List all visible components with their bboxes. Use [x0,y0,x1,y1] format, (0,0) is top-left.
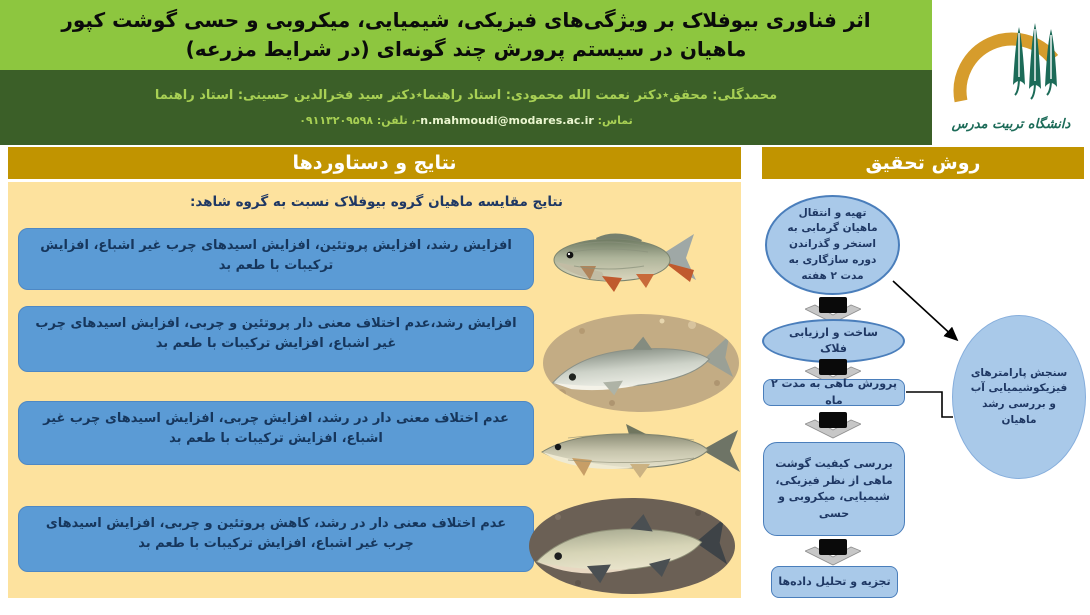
tarbiat-modares-logo-icon [947,15,1075,123]
methods-section-header: روش تحقیق [762,147,1084,179]
contact-label: تماس: [593,114,633,128]
silver-carp-image [542,313,740,417]
results-panel [8,182,741,598]
flow-step-4: بررسی کیفیت گوشت ماهی از نظر فیزیکی، شیمیایی، میکروبی و حسی [763,442,905,536]
flow-step-3: پرورش ماهی به مدت ۲ ماه [763,379,905,406]
grass-carp-image [534,420,746,486]
down-arrow-icon [805,412,861,440]
flow-step-2: ساخت و ارزیابی فلاک [762,319,905,363]
university-logo [932,0,1090,147]
results-intro-text: نتایج مقایسه ماهیان گروه بیوفلاک نسبت به گروه شاهد: [189,194,563,210]
contact-line [299,114,633,127]
authors-band [0,70,932,145]
authors-line: محمدگلی: محقق٭دکتر نعمت الله محمودی: استاد راهنما٭دکتر سید فخرالدین حسینی: استاد راهنما [154,87,778,103]
result-item-3: عدم اختلاف معنی دار در رشد، افزایش چربی، افزایش اسیدهای چرب غیر اشباع، افزایش ترکیبات با طعم بد [18,401,534,465]
bighead-carp-image [528,497,736,599]
flow-side-note: سنجش پارامترهای فیزیکوشیمیایی آب و بررسی رشد ماهیان [952,315,1086,479]
results-section-header: نتایج و دستاوردها [8,147,741,179]
down-arrow-icon [805,539,861,567]
title-band [0,0,932,70]
university-name: دانشگاه تربیت مدرس [951,117,1071,132]
result-item-2: افزایش رشد،عدم اختلاف معنی دار پروتئین و چربی، افزایش اسیدهای چرب غیر اشباع، افزایش ترکیبات با طعم بد [18,306,534,372]
result-item-4: عدم اختلاف معنی دار در رشد، کاهش پروتئین و چربی، افزایش اسیدهای چرب غیر اشباع، افزایش ترکیبات با طعم بد [18,506,534,572]
flow-step-5: تجزیه و تحلیل داده‌ها [771,566,898,598]
poster-title: اثر فناوری بیوفلاک بر ویژگی‌های فیزیکی، شیمیایی، میکروبی و حسی گوشت کپور ماهیان در سیستم پرورش چند گونه‌ای (در شرایط مزرعه) [61,8,871,61]
methods-panel [762,179,1090,615]
result-item-1: افزایش رشد، افزایش پروتئین، افزایش اسیدهای چرب غیر اشباع، افزایش ترکیبات با طعم بد [18,228,534,290]
email-address: n.mahmoudi@modares.ac.ir [420,114,594,128]
common-carp-image [544,222,702,300]
phone-number: -، تلفن: ۰۹۱۱۳۲۰۹۵۹۸ [299,114,421,128]
flow-step-1: تهیه و انتقال ماهیان گرمابی به استخر و گذراندن دوره سازگاری به مدت ۲ هفته [765,195,900,295]
